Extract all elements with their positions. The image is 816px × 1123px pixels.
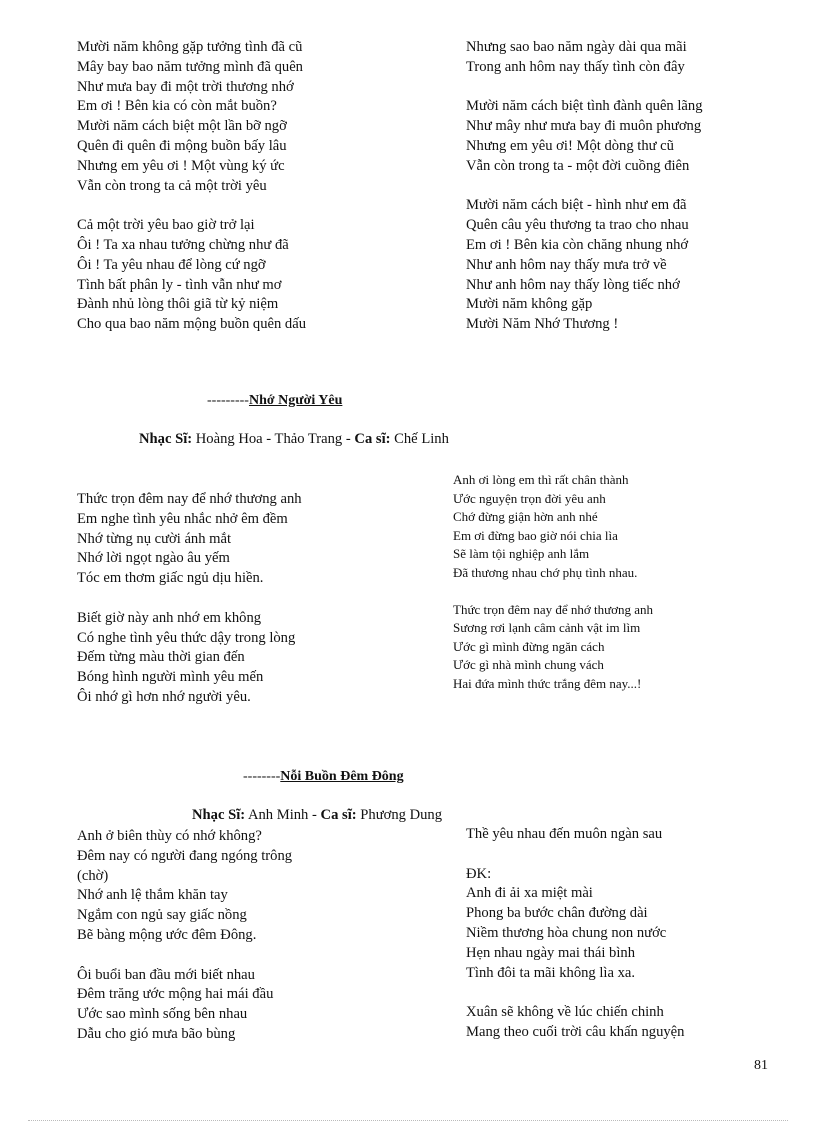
- lyric-line: Quên đi quên đi mộng buồn bấy lâu: [77, 137, 287, 154]
- lyric-line: Thức trọn đêm nay để nhớ thương anh: [453, 601, 654, 617]
- lyric-line: Em nghe tình yêu nhắc nhở êm đềm: [77, 510, 288, 527]
- lyric-line: Phong ba bước chân đường dài: [466, 905, 648, 922]
- stanza-gap: [453, 582, 653, 601]
- lyric-line: Hẹn nhau ngày mai thái bình: [466, 944, 636, 961]
- lyric-line: Ước sao mình sống bên nhau: [77, 1006, 248, 1023]
- stanza-gap: [466, 78, 703, 98]
- lyric-line: Tóc em thơm giấc ngủ dịu hiền.: [77, 570, 264, 587]
- lyric-line: Như mây như mưa bay đi muôn phương: [466, 118, 702, 135]
- song3-title-text: Nỗi Buồn Đêm Đông: [280, 769, 404, 784]
- lyric-line: Quên câu yêu thương ta trao cho nhau: [466, 217, 689, 234]
- lyric-line: Vẫn còn trong ta - một đời cuồng điên: [466, 157, 690, 174]
- lyric-line: Như anh hôm nay thấy mưa trở về: [466, 256, 667, 273]
- song3-credits: [192, 806, 442, 824]
- stanza-gap: [466, 983, 684, 1003]
- song2-singer: Chế Linh: [394, 431, 449, 447]
- lyric-line: Em ơi ! Bên kia có còn mắt buồn?: [77, 98, 277, 115]
- song3-composer: Anh Minh -: [247, 807, 317, 823]
- lyric-line: Chớ đừng giận hờn anh nhé: [453, 509, 598, 524]
- lyric-line: Thức trọn đêm nay để nhớ thương anh: [77, 491, 302, 507]
- lyric-line: Ôi nhớ gì hơn nhớ người yêu.: [77, 688, 251, 705]
- lyric-line: Mười năm không gặp tưởng tình đã cũ: [77, 39, 303, 55]
- lyric-line: Đếm từng màu thời gian đến: [77, 649, 245, 666]
- stanza-gap: [77, 196, 306, 216]
- lyric-line: Xuân sẽ không về lúc chiến chinh: [466, 1004, 664, 1021]
- lyric-line: Cả một trời yêu bao giờ trở lại: [77, 217, 255, 234]
- song2-title-dashes: ---------: [207, 393, 249, 408]
- lyric-line: Em ơi ! Bên kia còn chăng nhung nhớ: [466, 236, 689, 253]
- stanza-gap: [77, 946, 292, 966]
- song3-singer: Phương Dung: [360, 807, 442, 823]
- lyric-line: Bẽ bàng mộng ước đêm Đông.: [77, 926, 257, 943]
- lyric-line: Sương rơi lạnh câm cảnh vật im lìm: [453, 620, 641, 635]
- lyric-line: ĐK:: [466, 865, 492, 882]
- lyric-line: Nhưng em yêu ơi! Một dòng thư cũ: [466, 137, 674, 154]
- song2-composer-label: Nhạc Sĩ:: [139, 431, 193, 447]
- lyric-line: (chờ): [77, 867, 109, 884]
- song3-right-column: [466, 825, 684, 1043]
- lyric-line: Mười năm cách biệt tình đành quên lãng: [466, 98, 703, 115]
- lyric-line: Ước gì nhà mình chung vách: [453, 657, 604, 672]
- lyric-line: Nhưng sao bao năm ngày dài qua mãi: [466, 39, 687, 55]
- lyric-line: Cho qua bao năm mộng buồn quên dấu: [77, 316, 307, 333]
- lyric-line: Tình đôi ta mãi không lìa xa.: [466, 964, 636, 981]
- song3-left-column: [77, 827, 292, 1045]
- lyric-line: Nhớ anh lệ thắm khăn tay: [77, 887, 228, 904]
- song2-title-text: Nhớ Người Yêu: [248, 393, 343, 408]
- song1-right-column: [466, 38, 703, 335]
- lyric-line: Vẫn còn trong ta cả một trời yêu: [77, 177, 267, 194]
- lyric-line: Dẫu cho gió mưa bão bùng: [77, 1025, 236, 1042]
- lyric-line: Ngắm con ngủ say giấc nồng: [77, 907, 247, 924]
- song2-singer-label: Ca sĩ:: [354, 431, 391, 447]
- stanza-gap: [77, 589, 302, 609]
- lyric-line: Nhưng em yêu ơi ! Một vùng ký ức: [77, 157, 285, 174]
- lyric-line: Em ơi đừng bao giờ nói chia lìa: [453, 527, 618, 543]
- lyric-line: Sẽ làm tội nghiệp anh lắm: [453, 546, 590, 561]
- lyric-line: Bóng hình người mình yêu mến: [77, 669, 264, 686]
- lyric-line: Đêm nay có người đang ngóng trông: [77, 847, 293, 864]
- lyric-line: Ôi ! Ta yêu nhau để lòng cứ ngỡ: [77, 256, 266, 273]
- footer-divider: [28, 1120, 788, 1121]
- stanza-gap: [466, 177, 703, 197]
- lyric-line: Biết giờ này anh nhớ em không: [77, 609, 262, 626]
- lyric-line: Đành nhủ lòng thôi giã từ kỷ niệm: [77, 296, 279, 313]
- lyric-line: Anh ơi lòng em thì rất chân thành: [453, 472, 629, 487]
- lyric-line: Ước nguyện trọn đời yêu anh: [453, 490, 606, 506]
- lyric-line: Hai đứa mình thức trắng đêm nay...!: [453, 675, 642, 691]
- lyric-line: Như anh hôm nay thấy lòng tiếc nhớ: [466, 276, 680, 293]
- song3-title-dashes: --------: [243, 769, 281, 784]
- lyric-line: Anh ở biên thùy có nhớ không?: [77, 828, 262, 844]
- lyric-line: Đã thương nhau chớ phụ tình nhau.: [453, 564, 638, 580]
- lyric-line: Mười năm cách biệt một lần bỡ ngỡ: [77, 118, 287, 135]
- lyric-line: Ôi ! Ta xa nhau tưởng chừng như đã: [77, 236, 289, 253]
- lyric-line: Thề yêu nhau đến muôn ngàn sau: [466, 826, 663, 842]
- song2-composer: Hoàng Hoa - Thảo Trang -: [195, 431, 351, 447]
- lyric-line: Nhớ lời ngọt ngào âu yếm: [77, 550, 230, 567]
- song3-singer-label: Ca sĩ:: [320, 807, 357, 823]
- song3-composer-label: Nhạc Sĩ:: [192, 807, 246, 823]
- song1-left-column: [77, 38, 306, 335]
- lyric-line: Niềm thương hòa chung non nước: [466, 924, 667, 941]
- lyric-line: Anh đi ải xa miệt mài: [466, 885, 593, 902]
- song2-credits: [139, 430, 449, 448]
- lyric-line: Mang theo cuối trời câu khấn nguyện: [466, 1023, 685, 1040]
- lyric-line: Nhớ từng nụ cười ánh mắt: [77, 530, 232, 547]
- lyric-line: Như mưa bay đi một trời thương nhớ: [77, 78, 294, 95]
- lyric-line: Ước gì mình đừng ngăn cách: [453, 638, 605, 654]
- lyric-line: Mười năm không gặp: [466, 296, 593, 313]
- lyric-line: Mười năm cách biệt - hình như em đã: [466, 197, 687, 214]
- lyric-line: Đêm trăng ước mộng hai mái đầu: [77, 986, 274, 1003]
- song2-left-column: [77, 490, 302, 708]
- lyric-line: Ôi buổi ban đầu mới biết nhau: [77, 966, 255, 983]
- lyric-line: Tình bất phân ly - tình vẫn như mơ: [77, 276, 282, 293]
- lyric-line: Có nghe tình yêu thức dậy trong lòng: [77, 629, 296, 646]
- lyric-line: Trong anh hôm nay thấy tình còn đây: [466, 58, 685, 75]
- lyric-line: Mười Năm Nhớ Thương !: [466, 316, 619, 333]
- lyric-line: Mây bay bao năm tưởng mình đã quên: [77, 58, 303, 75]
- song2-right-column: [453, 471, 653, 693]
- song3-title: [243, 768, 404, 786]
- stanza-gap: [466, 845, 684, 865]
- song2-title: [207, 392, 342, 410]
- page-number: 81: [754, 1058, 768, 1073]
